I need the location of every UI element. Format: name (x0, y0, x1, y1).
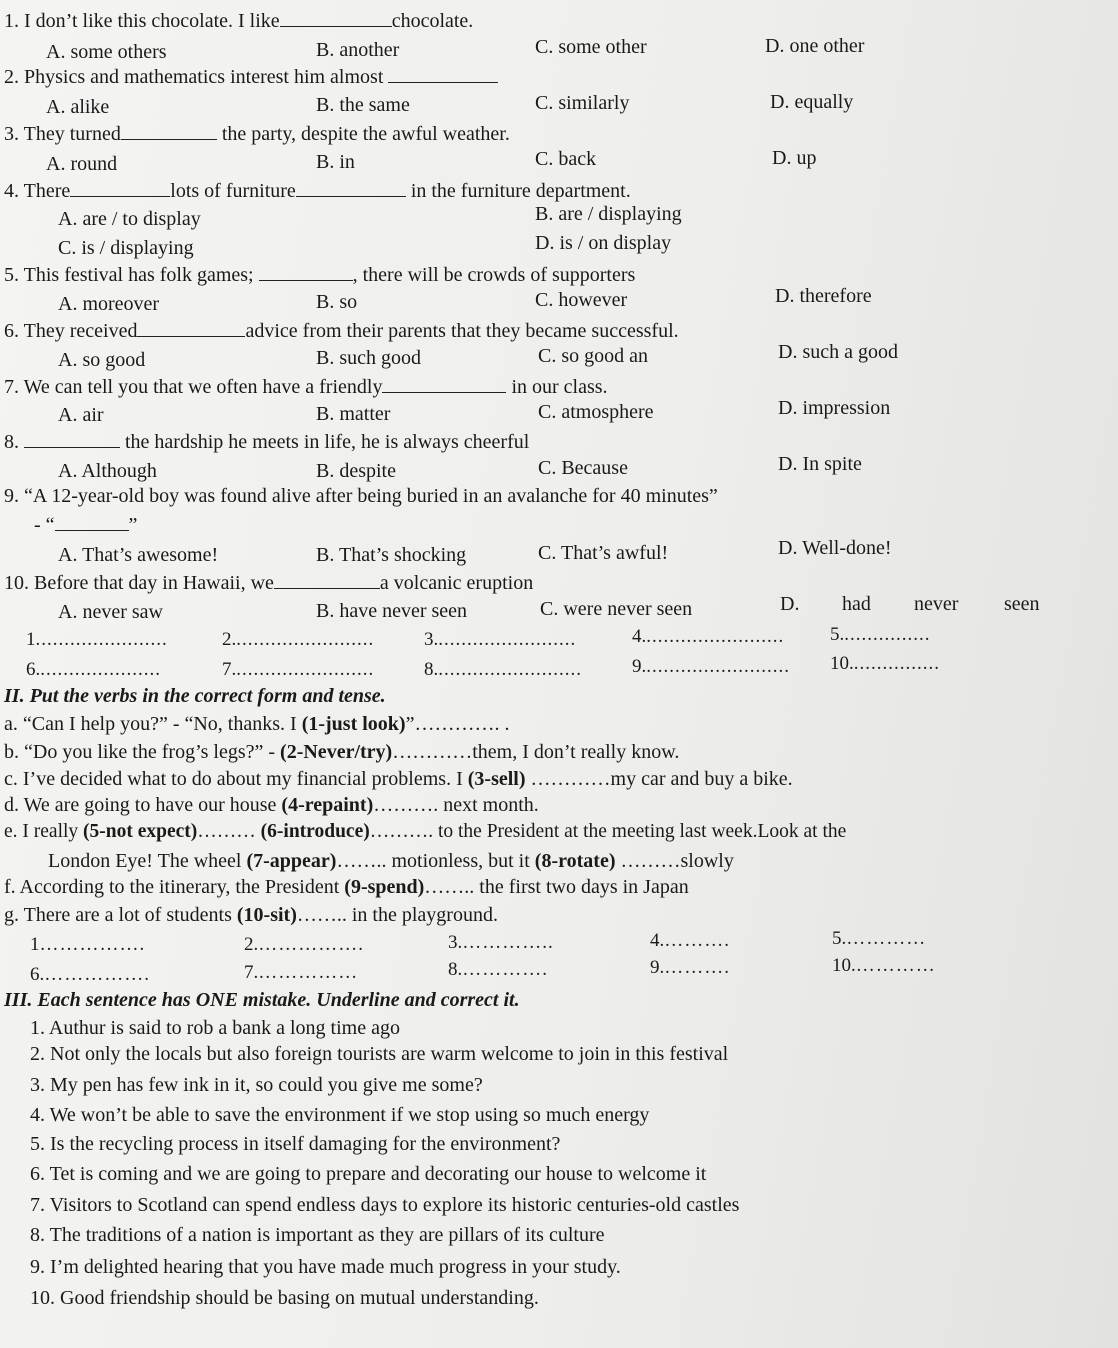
option-d-word: never (914, 593, 959, 615)
answer-slot-2[interactable]: 2.……………. (244, 934, 364, 955)
question-8 (4, 429, 529, 454)
answer-blank[interactable] (259, 262, 353, 281)
option-a: A. so good (58, 349, 146, 371)
option-d: D. impression (778, 397, 891, 419)
option-b: B. the same (316, 94, 410, 116)
mistake-sentence-4: 4. We won’t be able to save the environment if we stop using so much energy (30, 1104, 650, 1126)
option-a: A. some others (46, 41, 167, 63)
option-c: C. is / displaying (58, 237, 194, 259)
question-5 (4, 262, 635, 287)
question-text: advice from their parents that they became successful. (245, 320, 679, 342)
question-10 (4, 570, 533, 595)
option-b: B. matter (316, 403, 391, 425)
answer-dots[interactable]: ………… (525, 768, 611, 790)
option-b: B. such good (316, 347, 421, 369)
answer-blank[interactable] (70, 178, 170, 197)
option-c: C. back (535, 148, 597, 170)
option-b: B. are / displaying (535, 203, 682, 225)
answer-dots[interactable]: …….. (336, 850, 387, 872)
answer-slot-2[interactable]: 2......................... (222, 629, 375, 650)
question-text: the hardship he meets in life, he is always cheerful (125, 431, 530, 453)
quote-close: ” (128, 514, 138, 536)
question-number: 2. (4, 66, 19, 88)
answer-dots[interactable]: …….. (424, 876, 475, 898)
question-text: They turned (23, 123, 121, 145)
answer-slot-1[interactable]: 1……………. (30, 934, 146, 955)
option-d-word: seen (1004, 593, 1040, 615)
option-a: A. Although (58, 460, 157, 482)
answer-slot-4[interactable]: 4.………. (650, 930, 730, 951)
answer-slot-7[interactable]: 7.…………… (244, 962, 359, 983)
mistake-sentence-3: 3. My pen has few ink in it, so could you give me some? (30, 1074, 483, 1096)
answer-blank[interactable] (55, 512, 129, 531)
question-text: There (23, 180, 71, 202)
answer-dots[interactable]: ………. (373, 794, 439, 816)
question-text: , there will be crowds of supporters (352, 264, 636, 286)
option-b: B. another (316, 39, 400, 61)
quote-open: - “ (34, 514, 55, 536)
verb-item-a: a. “Can I help you?” - “No, thanks. I (1-just look)”…………. . (4, 713, 510, 735)
verb-item-g: g. There are a lot of students (10-sit)…….. in the playground. (4, 904, 498, 926)
option-c: C. however (535, 289, 628, 311)
question-number: 8. (4, 431, 19, 453)
answer-slot-1[interactable]: 1....................... (26, 629, 168, 650)
answer-dots[interactable]: ………… (392, 741, 473, 763)
question-text: lots of furniture (170, 180, 296, 202)
question-text: This festival has folk games; (23, 264, 254, 286)
answer-slot-3[interactable]: 3......................... (424, 629, 577, 650)
question-text: the party, despite the awful weather. (221, 123, 510, 145)
mistake-sentence-2: 2. Not only the locals but also foreign tourists are warm welcome to join in this festival (30, 1043, 729, 1065)
option-d: D. is / on display (535, 232, 672, 254)
answer-slot-10[interactable]: 10................ (830, 653, 940, 674)
answer-blank[interactable] (296, 178, 406, 197)
section-2-heading: II. Put the verbs in the correct form and tense. (4, 685, 386, 707)
option-a: A. moreover (58, 293, 160, 315)
option-b: B. have never seen (316, 600, 468, 622)
question-text: chocolate. (391, 10, 474, 32)
question-9 (4, 484, 718, 508)
answer-dots[interactable]: ……… (615, 850, 681, 872)
answer-slot-6[interactable]: 6...................... (26, 659, 161, 680)
answer-slot-6[interactable]: 6.……………. (30, 964, 150, 985)
question-text: They received (23, 320, 138, 342)
mistake-sentence-9: 9. I’m delighted hearing that you have made much progress in your study. (30, 1256, 621, 1278)
option-c: C. That’s awful! (538, 542, 669, 564)
answer-blank[interactable] (137, 318, 245, 337)
option-a: A. air (58, 404, 104, 426)
mistake-sentence-7: 7. Visitors to Scotland can spend endless days to explore its historic centuries-old castles (30, 1194, 740, 1216)
question-number: 5. (4, 264, 19, 286)
verb-item-b: b. “Do you like the frog’s legs?” - (2-Never/try)…………them, I don’t really know. (4, 741, 680, 763)
verb-item-d: d. We are going to have our house (4-repaint)………. next month. (4, 794, 539, 816)
mistake-sentence-8: 8. The traditions of a nation is important as they are pillars of its culture (30, 1224, 605, 1246)
question-number: 10. (4, 572, 29, 594)
question-3 (4, 121, 510, 146)
answer-dots[interactable]: …………. (414, 713, 500, 735)
answer-blank[interactable] (388, 64, 498, 83)
question-6 (4, 318, 679, 343)
mistake-sentence-1: 1. Authur is said to rob a bank a long time ago (30, 1017, 400, 1039)
question-text: in the furniture department. (410, 180, 631, 202)
question-2 (4, 64, 498, 89)
option-c: C. were never seen (540, 598, 693, 620)
question-7 (4, 374, 608, 399)
option-c: C. atmosphere (538, 401, 654, 423)
question-4 (4, 178, 631, 203)
question-text: I don’t like this chocolate. I like (24, 10, 280, 32)
mistake-sentence-6: 6. Tet is coming and we are going to prepare and decorating our house to welcome it (30, 1163, 707, 1185)
option-d: D. equally (770, 91, 854, 113)
question-number: 3. (4, 123, 19, 145)
answer-blank[interactable] (121, 121, 217, 140)
question-text: We can tell you that we often have a friendly (23, 376, 383, 398)
answer-blank[interactable] (280, 8, 392, 27)
question-text: a volcanic eruption (379, 572, 534, 594)
option-b: B. so (316, 291, 358, 313)
mistake-sentence-10: 10. Good friendship should be basing on mutual understanding. (30, 1287, 539, 1309)
option-d: D. up (772, 147, 817, 169)
question-1 (4, 8, 473, 33)
answer-slot-5[interactable]: 5................ (830, 624, 931, 645)
question-number: 7. (4, 376, 19, 398)
question-text: Physics and mathematics interest him almost (24, 66, 384, 88)
option-d: D. (780, 593, 800, 615)
option-b: B. despite (316, 460, 396, 482)
question-9-response (34, 512, 137, 537)
option-a: A. are / to display (58, 208, 201, 230)
option-a: A. round (46, 153, 118, 175)
option-b: B. That’s shocking (316, 544, 467, 566)
answer-blank[interactable] (382, 374, 506, 393)
answer-slot-8[interactable]: 8.…………. (448, 959, 548, 980)
option-d: D. one other (765, 35, 865, 57)
option-c: C. Because (538, 457, 628, 479)
answer-slot-10[interactable]: 10.………… (832, 955, 936, 976)
option-d: D. In spite (778, 453, 862, 475)
answer-dots[interactable]: ……… (197, 821, 256, 842)
mistake-sentence-5: 5. Is the recycling process in itself damaging for the environment? (30, 1133, 561, 1155)
answer-slot-9[interactable]: 9.......................... (632, 656, 790, 677)
section-3-heading: III. Each sentence has ONE mistake. Underline and correct it. (4, 989, 520, 1011)
answer-blank[interactable] (274, 570, 380, 589)
verb-item-c: c. I’ve decided what to do about my financial problems. I (3-sell) …………my car and buy a bike. (4, 768, 793, 790)
option-a: A. never saw (58, 601, 163, 623)
question-number: 1. (4, 10, 19, 32)
option-c: C. so good an (538, 345, 648, 367)
answer-dots[interactable]: ………. (369, 821, 434, 842)
question-number: 4. (4, 180, 19, 202)
option-d: D. Well-done! (778, 537, 892, 559)
option-a: A. alike (46, 96, 110, 118)
answer-slot-9[interactable]: 9.………. (650, 957, 730, 978)
question-number: 9. (4, 485, 19, 507)
answer-slot-5[interactable]: 5.………… (832, 928, 927, 949)
option-d: D. therefore (775, 285, 872, 307)
option-c: C. some other (535, 36, 647, 58)
answer-slot-3[interactable]: 3.………….. (448, 932, 554, 953)
option-a: A. That’s awesome! (58, 544, 219, 566)
answer-slot-4[interactable]: 4......................... (632, 626, 785, 647)
option-c: C. similarly (535, 92, 630, 114)
verb-item-e: e. I really (5-not expect)……… (6-introduce)………. to the President at the meeting last week.Look at the (4, 821, 847, 842)
answer-blank[interactable] (24, 429, 120, 448)
question-text: in our class. (511, 376, 608, 398)
option-b: B. in (316, 151, 355, 173)
answer-slot-8[interactable]: 8.......................... (424, 659, 582, 680)
question-text: “A 12-year-old boy was found alive after being buried in an avalanche for 40 minutes” (24, 485, 718, 507)
question-number: 6. (4, 320, 19, 342)
answer-slot-7[interactable]: 7......................... (222, 659, 375, 680)
option-d-word: had (842, 593, 871, 615)
verb-item-e-cont: London Eye! The wheel (7-appear)…….. motionless, but it (8-rotate) ………slowly (48, 850, 734, 872)
answer-dots[interactable]: …….. (296, 904, 347, 926)
question-text: Before that day in Hawaii, we (34, 572, 274, 594)
option-d: D. such a good (778, 341, 898, 363)
verb-item-f: f. According to the itinerary, the President (9-spend)…….. the first two days in Japan (4, 876, 689, 898)
